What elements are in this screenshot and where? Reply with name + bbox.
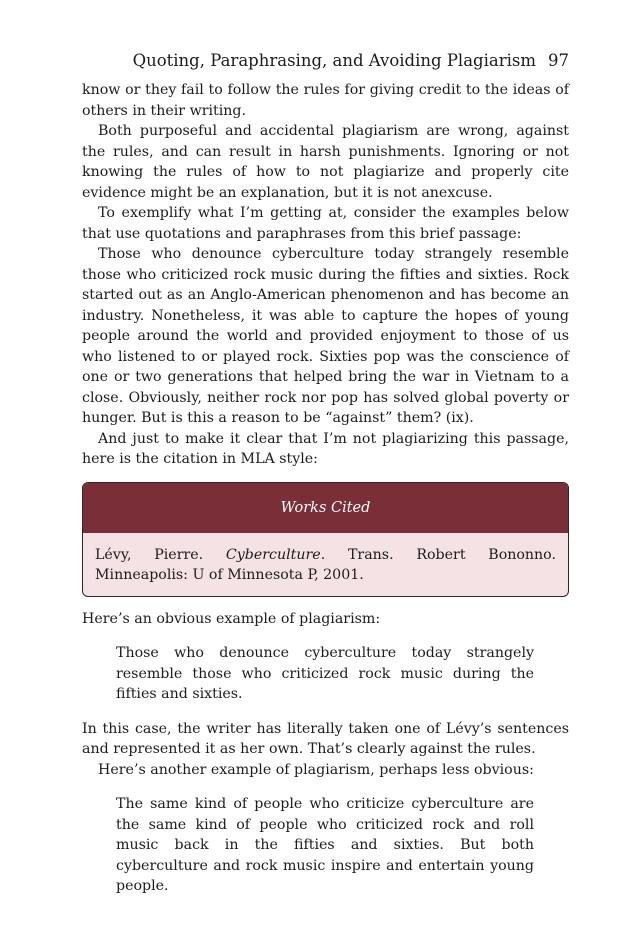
block-quote: The same kind of people who criticize cyberculture are the same kind of people who criticized rock and roll music back in the fifties and sixties. But both cyberculture and rock music inspire and entertain young people. [116,796,534,894]
works-cited-heading: Works Cited [83,483,568,533]
paragraph: Here’s an obvious example of plagiarism: [82,610,381,627]
body-text [82,80,569,911]
running-header [82,50,569,72]
paragraph: To exemplify what I’m getting at, consider the examples below that use quotations and paraphrases from this brief passage: [82,205,569,242]
works-cited-entry [83,533,568,596]
paragraph: And just to make it clear that I’m not plagiarizing this passage, here is the citation in MLA style: [82,430,569,467]
chapter-title: Quoting, Paraphrasing, and Avoiding Plagiarism [132,51,536,70]
works-cited-box [82,482,569,597]
paragraph: Both purposeful and accidental plagiarism are wrong, against the rules, and can result in harsh punishments. Ignoring or not knowing the rules of how to not plagiarize and properly cite evidence might be an explanation, but it is not anexcuse. [82,123,569,201]
paragraph: Here’s another example of plagiarism, perhaps less obvious: [98,761,534,778]
paragraph: know or they fail to follow the rules for giving credit to the ideas of others in their writing. [82,82,569,119]
block-quote: Those who denounce cyberculture today strangely resemble those who criticized rock music during the fifties and sixties. [116,645,534,702]
paragraph: In this case, the writer has literally taken one of Lévy’s sentences and represented it as her own. That’s clearly against the rules. [82,720,569,757]
citation-book-title: Cyberculture [225,546,321,563]
page-number: 97 [548,51,569,70]
citation-author: Lévy, Pierre. [95,546,226,563]
citation-details: . Trans. Robert Bononno. Minneapolis: U of Minnesota P, 2001. [95,546,556,583]
block-passage: Those who denounce cyberculture today strangely resemble those who criticized rock music during the fifties and sixties. Rock started out as an Anglo-American phenomenon and has become an industry. Nonetheless, it was able to capture the hopes of young people around the world and provided enjoyment to those of us who listened to or played rock. Sixties pop was the conscience of one or two generations that helped bring the war in Vietnam to a close. Obviously, neither rock nor pop has solved global poverty or hunger. But is this a reason to be “against” them? (ix). [82,246,569,426]
